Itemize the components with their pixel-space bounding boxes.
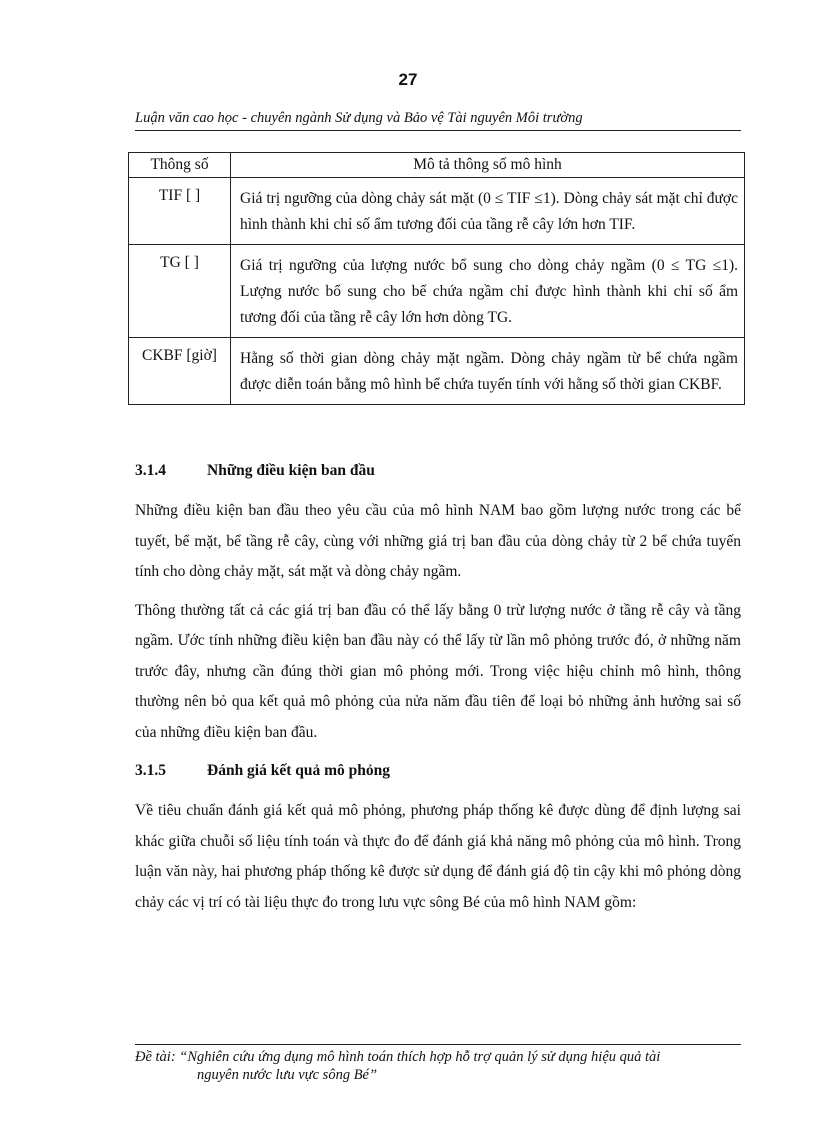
paragraph: Về tiêu chuẩn đánh giá kết quả mô phỏng, phương pháp thống kê được dùng để định lượng sai khác giữa chuỗi số liệu tính toán và thực đo để đánh giá khả năng mô phỏng của mô hình. Trong luận văn này, hai phương pháp thống kê được sử dụng để đánh giá độ tin cậy khi mô phỏng dòng chảy các vị trí có tài liệu thực đo trong lưu vực sông Bé của mô hình NAM gồm: — [135, 802, 741, 911]
table-row — [129, 338, 745, 405]
table-header-row — [129, 153, 745, 178]
paragraph: Những điều kiện ban đầu theo yêu cầu của mô hình NAM bao gồm lượng nước trong các bể tuyết, bể mặt, bể tầng rễ cây, cùng với những giá trị ban đầu của dòng chảy từ 2 bể chứa tuyến tính cho dòng chảy mặt, sát mặt và dòng chảy ngầm. — [135, 502, 741, 580]
footer-line: Đề tài: “Nghiên cứu ứng dụng mô hình toán thích hợp hỗ trợ quản lý sử dụng hiệu quả tài — [135, 1049, 661, 1065]
table-row — [129, 178, 745, 245]
section-simulation-evaluation — [135, 762, 741, 918]
section-initial-conditions — [135, 462, 741, 748]
section-number: 3.1.4 — [135, 462, 166, 479]
parameter-description: Hằng số thời gian dòng chảy mặt ngầm. Dòng chảy ngầm từ bể chứa ngầm được diễn toán bằng mô hình bể chứa tuyến tính với hằng số thời gian CKBF. — [231, 338, 745, 405]
section-title: Những điều kiện ban đầu — [207, 462, 375, 479]
footer-line: nguyên nước lưu vực sông Bé” — [197, 1067, 378, 1083]
parameter-name: TG [ ] — [129, 245, 231, 338]
section-title: Đánh giá kết quả mô phỏng — [207, 762, 391, 779]
section-heading — [135, 762, 741, 780]
running-footer — [135, 1044, 741, 1084]
parameter-description: Giá trị ngưỡng của dòng chảy sát mặt (0 ≤ TIF ≤1). Dòng chảy sát mặt chỉ được hình thành khi chỉ số ẩm tương đối của tầng rễ cây lớn hơn TIF. — [231, 178, 745, 245]
running-header: Luận văn cao học - chuyên ngành Sử dụng và Bảo vệ Tài nguyên Môi trường — [135, 110, 741, 131]
parameter-description: Giá trị ngưỡng của lượng nước bổ sung cho dòng chảy ngầm (0 ≤ TG ≤1). Lượng nước bổ sung cho bể chứa ngầm chỉ được hình thành khi chỉ số ẩm tương đối của tầng rễ cây lớn hơn dòng TG. — [231, 245, 745, 338]
section-number: 3.1.5 — [135, 762, 166, 779]
column-header-description: Mô tả thông số mô hình — [231, 153, 745, 178]
section-heading — [135, 462, 741, 480]
table-row — [129, 245, 745, 338]
paragraph: Thông thường tất cả các giá trị ban đầu có thể lấy bằng 0 trừ lượng nước ở tầng rễ cây và tầng ngầm. Ước tính những điều kiện ban đầu này có thể lấy từ lần mô phỏng trước đó, ở những năm trước đây, nhưng cần đúng thời gian mô phỏng mới. Trong việc hiệu chỉnh mô hình, thông thường nên bỏ qua kết quả mô phỏng của nửa năm đầu tiên để loại bỏ những ảnh hưởng sai số của những điều kiện ban đầu. — [135, 601, 741, 741]
column-header-parameter: Thông số — [129, 153, 231, 178]
parameter-name: CKBF [giờ] — [129, 338, 231, 405]
parameter-name: TIF [ ] — [129, 178, 231, 245]
parameter-table — [128, 152, 745, 405]
page-number: 27 — [398, 70, 418, 89]
